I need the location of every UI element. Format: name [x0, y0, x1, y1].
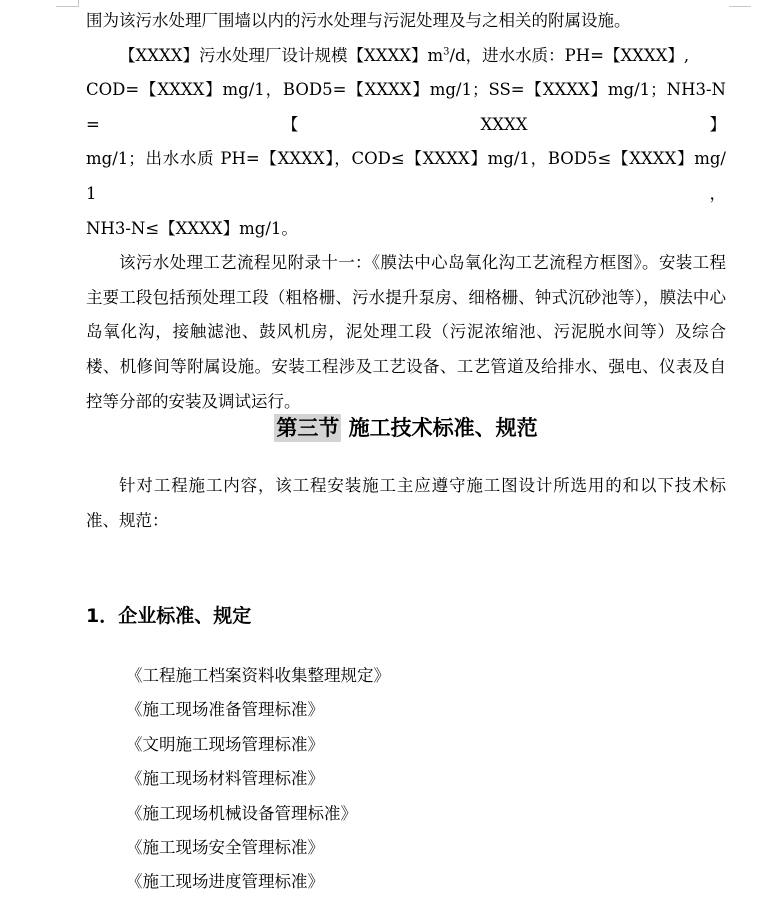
- paragraph-design-scale: [86, 39, 726, 247]
- design-scale-line-3: mg/1；出水水质 PH=【XXXX】，COD≤【XXXX】mg/1，BOD5≤【XXXX】mg/1，: [86, 149, 726, 203]
- design-scale-line-1-post: /d，进水水质：PH=【XXXX】,: [449, 45, 690, 65]
- heading-enterprise-standards: 1．企业标准、规定: [86, 605, 252, 627]
- section-name: 施工技术标准、规范: [348, 416, 538, 440]
- standard-item: 《文明施工现场管理标准》: [126, 734, 324, 754]
- section-number: 第三节: [276, 416, 340, 440]
- standard-item: 《施工现场机械设备管理标准》: [126, 803, 357, 823]
- standard-item: 《施工现场准备管理标准》: [126, 700, 324, 720]
- standard-item: 《施工现场材料管理标准》: [126, 769, 324, 789]
- standard-item: 《工程施工档案资料收集整理规定》: [126, 666, 390, 685]
- page-content: [86, 4, 726, 892]
- margin-corner-mark-right: [729, 0, 751, 7]
- margin-corner-mark-left: [56, 0, 79, 7]
- paragraph-scope: 围为该污水处理厂围墙以内的污水处理与污泥处理及与之相关的附属设施。: [86, 11, 631, 30]
- design-scale-line-4: NH3-N≤【XXXX】mg/1。: [86, 218, 298, 238]
- standard-item: 《施工现场进度管理标准》: [126, 872, 324, 892]
- paragraph-process-flow: 该污水处理工艺流程见附录十一：《膜法中心岛氧化沟工艺流程方框图》。安装工程主要工段包括预处理工段（粗格栅、污水提升泵房、细格栅、钟式沉砂池等），膜法中心岛氧化沟，接触滤池、鼓风机房，泥处理工段（污泥浓缩池、污泥脱水间等）及综合楼、机修间等附属设施。安装工程涉及工艺设备、工艺管道及给排水、强电、仪表及自控等分部的安装及调试运行。: [86, 253, 726, 411]
- design-scale-line-2: COD=【XXXX】mg/1，BOD5=【XXXX】mg/1；SS=【XXXX】mg/1；NH3-N=【XXXX】: [86, 80, 726, 134]
- paragraph-standards-intro: 针对工程施工内容，该工程安装施工主应遵守施工图设计所选用的和以下技术标准、规范：: [86, 476, 726, 530]
- section-title: [86, 408, 726, 448]
- design-scale-line-1: [86, 39, 726, 74]
- standard-item: 《施工现场安全管理标准》: [126, 838, 324, 858]
- cubic-superscript: 3: [443, 46, 450, 58]
- standards-list: [126, 659, 390, 900]
- design-scale-line-1-pre: 【XXXX】污水处理厂设计规模【XXXX】m: [119, 45, 444, 65]
